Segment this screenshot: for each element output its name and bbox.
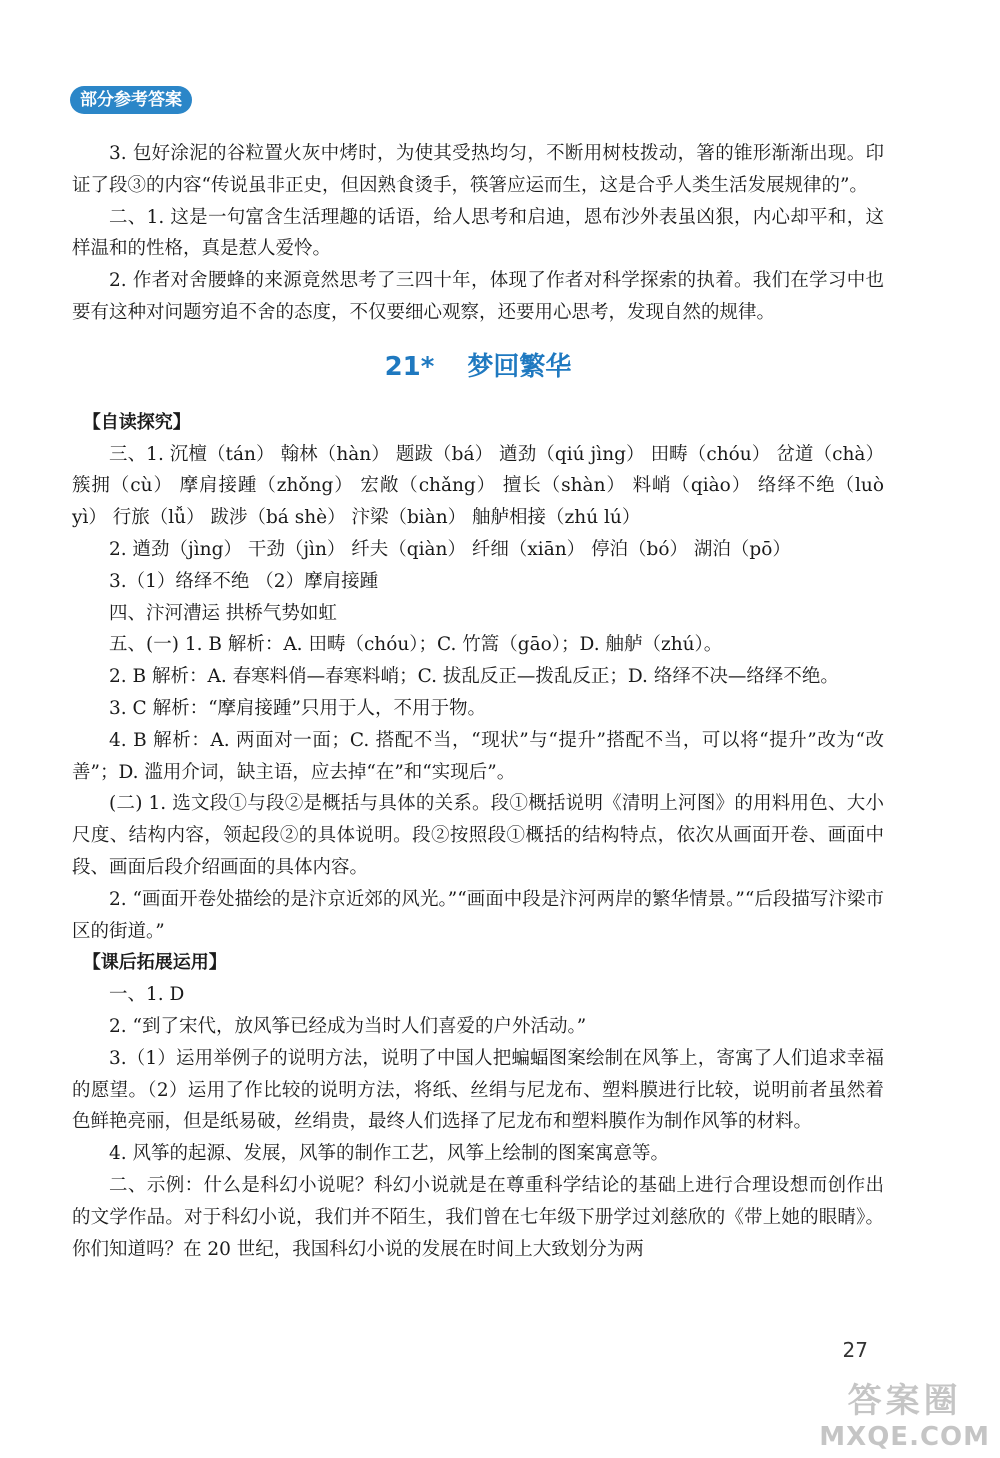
answer-line: 二、示例：什么是科幻小说呢？科幻小说就是在尊重科学结论的基础上进行合理设想而创作出的文学作品。对于科幻小说，我们并不陌生，我们曾在七年级下册学过刘慈欣的《带上她的眼睛》。你们知道吗？在 20 世纪，我国科幻小说的发展在时间上大致划分为两 <box>72 1174 884 1260</box>
answer-line: 4. B 解析：A. 两面对一面；C. 搭配不当，“现状”与“提升”搭配不当，可以将“提升”改为“改善”；D. 滥用介词，缺主语，应去掉“在”和“实现后”。 <box>72 729 884 783</box>
lesson-title <box>72 347 884 387</box>
answer-line: 五、(一) 1. B 解析：A. 田畴（chóu）；C. 竹篙（gāo）；D. 舳舻（zhú）。 <box>109 634 723 656</box>
answer-line: 2. “到了宋代，放风筝已经成为当时人们喜爱的户外活动。” <box>109 1015 587 1037</box>
page-number: 27 <box>842 1338 868 1362</box>
answer-line: 一、1. D <box>109 984 185 1006</box>
section-heading: 【课后拓展运用】 <box>82 952 227 974</box>
paragraph: 3. 包好涂泥的谷粒置火灰中烤时，为使其受热均匀，不断用树枝拨动，箸的锥形渐渐出现。印证了段③的内容“传说虽非正史，但因熟食烫手，筷箸应运而生，这是合乎人类生活发展规律的”。 <box>72 143 884 196</box>
answer-line: 2. 遒劲（jìng） 干劲（jìn） 纤夫（qiàn） 纤细（xiān） 停泊（bó） 湖泊（pō） <box>109 538 791 560</box>
paragraph: 二、1. 这是一句富含生活理趣的话语，给人思考和启迪，恩布沙外表虽凶狠，内心却平和，这样温和的性格，真是惹人爱怜。 <box>72 206 884 260</box>
watermark-logo-text: 答案圈 <box>847 1381 962 1421</box>
section-heading: 【自读探究】 <box>82 411 191 433</box>
lesson-number: 21* <box>384 351 435 382</box>
answer-line: 3.（1）络绎不绝 （2）摩肩接踵 <box>109 570 379 592</box>
watermark-url: MXQE.COM <box>819 1422 990 1452</box>
site-watermark <box>819 1373 990 1452</box>
answer-line: 2. “画面开卷处描绘的是汴京近郊的风光。”“画面中段是汴河两岸的繁华情景。”“后段描写汴梁市区的街道。” <box>72 888 884 942</box>
answer-section-badge: 部分参考答案 <box>70 86 192 114</box>
answer-line: 四、汴河漕运 拱桥气势如虹 <box>109 602 337 624</box>
lesson-name: 梦回繁华 <box>467 351 572 382</box>
paragraph: 2. 作者对舍腰蜂的来源竟然思考了三四十年，体现了作者对科学探索的执着。我们在学习中也要有这种对问题穷追不舍的态度，不仅要细心观察，还要用心思考，发现自然的规律。 <box>72 270 884 323</box>
answer-line: (二) 1. 选文段①与段②是概括与具体的关系。段①概括说明《清明上河图》的用料用色、大小尺度、结构内容，领起段②的具体说明。段②按照段①概括的结构特点，依次从画面开卷、画面中段、画面后段介绍画面的具体内容。 <box>72 793 884 878</box>
page-content <box>72 138 884 1265</box>
answer-line: 3.（1）运用举例子的说明方法，说明了中国人把蝙蝠图案绘制在风筝上，寄寓了人们追求幸福的愿望。（2）运用了作比较的说明方法，将纸、丝绢与尼龙布、塑料膜进行比较，说明前者虽然着色鲜艳亮丽，但是纸易破，丝绢贵，最终人们选择了尼龙布和塑料膜作为制作风筝的材料。 <box>72 1047 884 1133</box>
answer-line: 3. C 解析：“摩肩接踵”只用于人，不用于物。 <box>109 697 486 719</box>
answer-line: 三、1. 沉檀（tán） 翰林（hàn） 题跋（bá） 遒劲（qiú jìng） 田畴（chóu） 岔道（chà） 簇拥（cù） 摩肩接踵（zhǒng） 宏敞（chǎng） 擅长（shàn） 料峭（qiào） 络绎不绝（luò yì） 行旅（lǚ） 跋涉（bá shè） 汴梁（biàn） 舳舻相接（zhú lú） <box>72 443 884 529</box>
answer-line: 2. B 解析：A. 春寒料俏—春寒料峭；C. 拔乱反正—拨乱反正；D. 络绎不决—络绎不绝。 <box>109 666 839 688</box>
answer-line: 4. 风筝的起源、发展，风筝的制作工艺，风筝上绘制的图案寓意等。 <box>109 1143 670 1165</box>
